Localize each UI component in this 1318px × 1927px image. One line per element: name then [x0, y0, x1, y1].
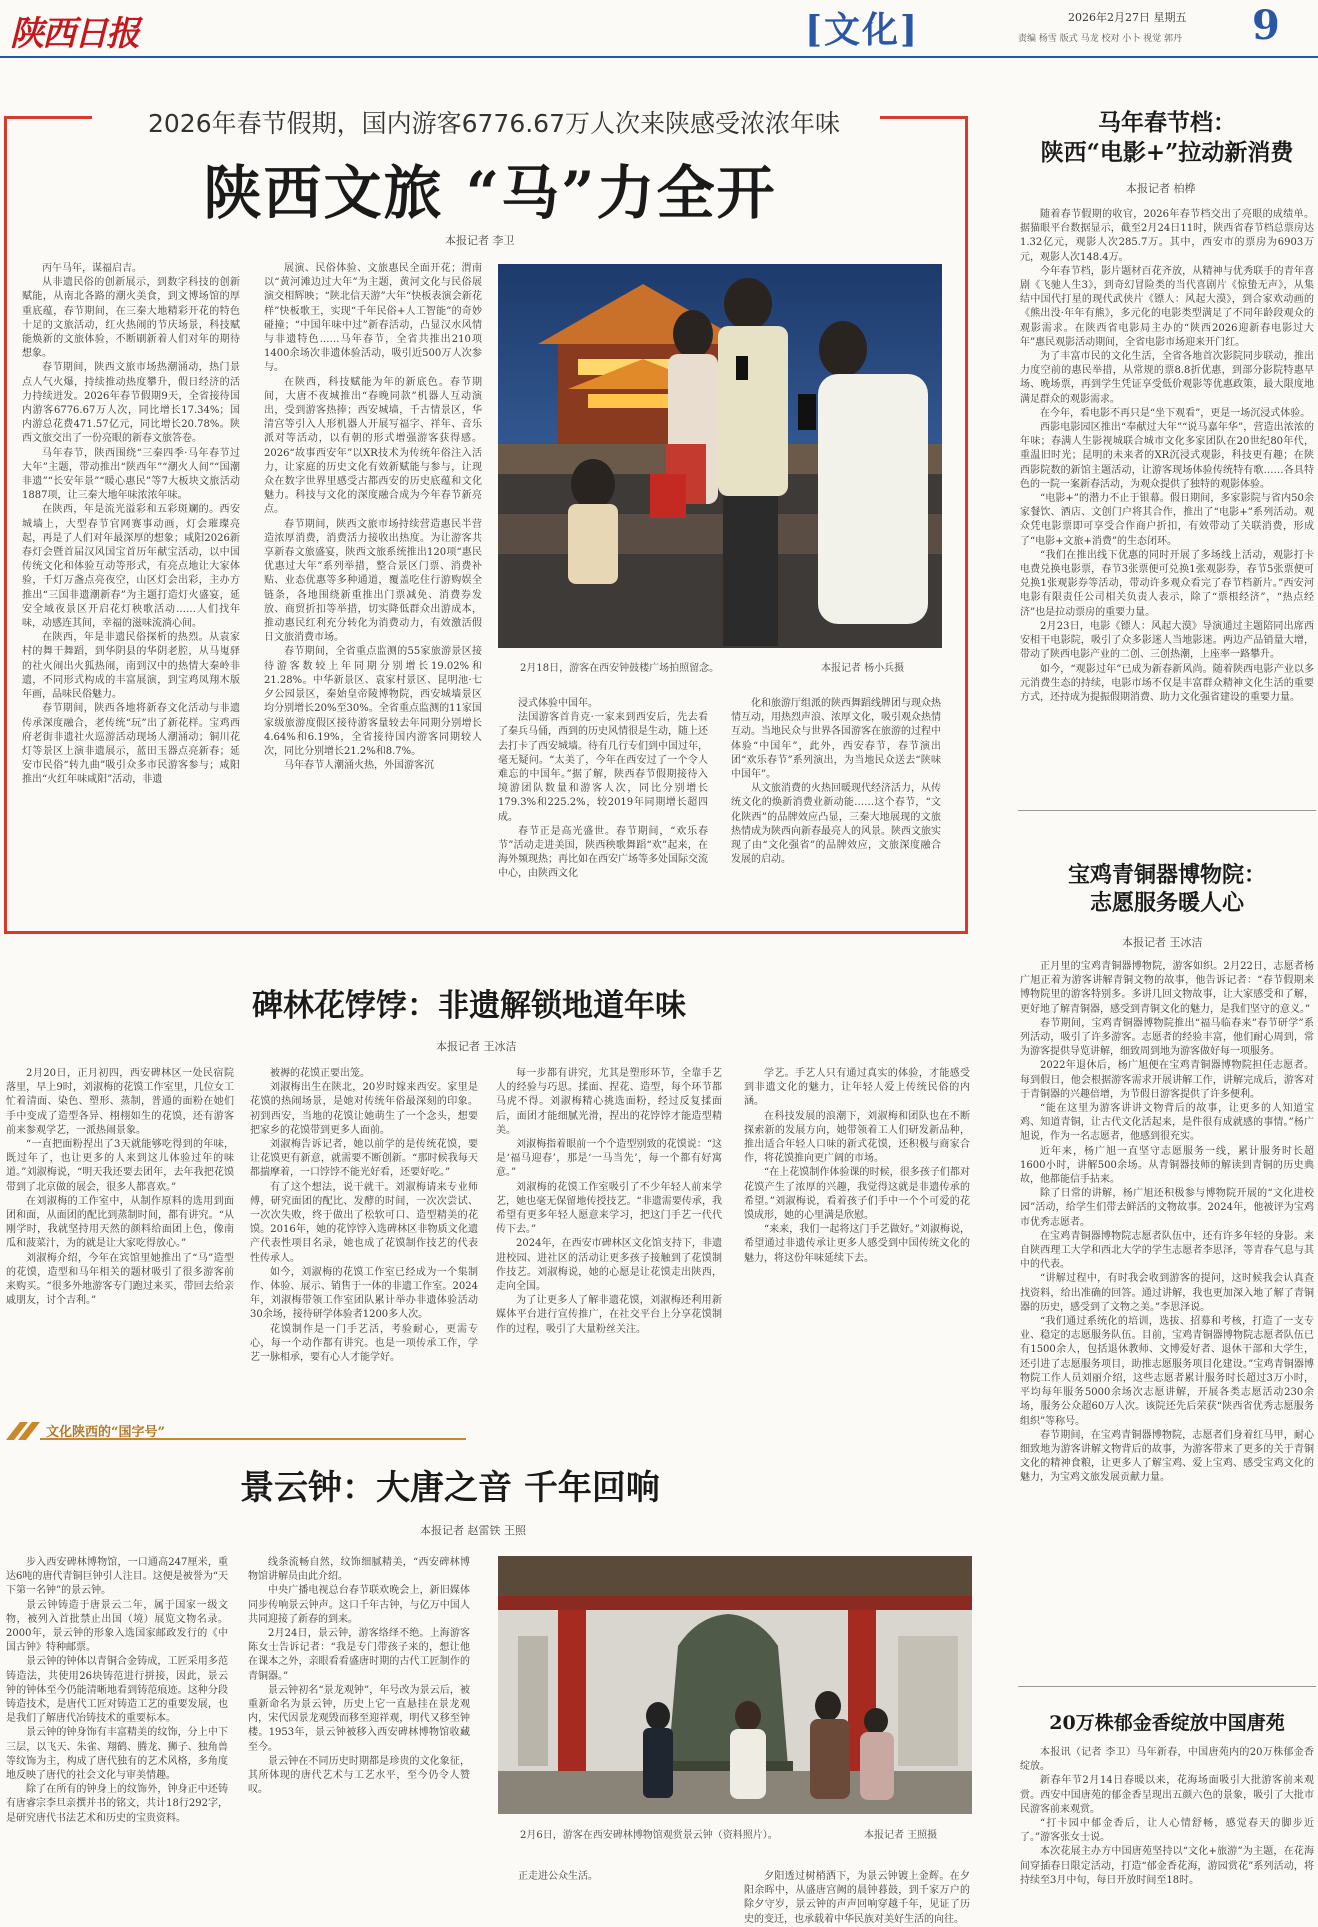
- lead-column-1: [22, 262, 240, 924]
- feature2-column-3a: [498, 1870, 718, 1914]
- paragraph: “打卡园中郁金香后，让人心情舒畅，感觉春天的脚步近了。”游客张女士说。: [1020, 1818, 1314, 1844]
- paragraph: 学艺。手艺人只有通过真实的体验，才能感受到非遗文化的魅力，让年轻人爱上传统民俗的内涵。: [744, 1068, 970, 1108]
- right2-headline-1: 宝鸡青铜器博物院：: [1067, 862, 1266, 888]
- right3-headline: 20万株郁金香绽放中国唐苑: [1049, 1712, 1285, 1734]
- paragraph: 景云钟在不同历史时期都是珍贵的文化象征，其所体现的唐代艺术与工艺水平，至今仍令人赞叹。: [248, 1755, 470, 1796]
- feature2-photo-credit: 本报记者 王照摄: [864, 1830, 938, 1841]
- paragraph: 本报讯（记者 李卫）马年新春，中国唐苑内的20万株郁金香绽放。: [1020, 1747, 1314, 1773]
- paragraph: 春节正是高光盛世。春节期间，“欢乐春节”活动走进美国，陕西秧歌舞蹈“欢”起来，在海外频现热；再比如在西安广场等多处国际交流中心，由陕西文化: [498, 825, 708, 880]
- right2-body: [1020, 960, 1314, 1655]
- paragraph: 刘淑梅的花馍工作室吸引了不少年轻人前来学艺，她也毫无保留地传授技艺。“非遗需要传承，我希望有更多年轻人愿意来学习，把这门手艺一代代传下去。”: [496, 1181, 722, 1236]
- paragraph: 法国游客首肯克·一家来到西安后，先去看了秦兵马俑，西到的历史风情很是生动，随上还去打卡了西安城墙。待有几行专们到中国过年，毫无疑问。“太美了，今年在西安过了一个令人难忘的中国年。”据了解，陕西春节假期接待入境游团队数量和游客人次，同比分别增长179.3%和225.2%，较2019年同期增长超四成。: [498, 712, 708, 823]
- feature2-photo-image: [498, 1556, 972, 1814]
- column-tag: [6, 1419, 466, 1441]
- paragraph: 夕阳透过树梢洒下，为景云钟镀上金辉。在夕阳余晖中，从盛唐宫阙的晨钟暮鼓，到千家万户的除夕守岁，景云钟的声声回响穿越千年，见证了历史的变迁，也承载着中华民族对美好生活的向往。: [744, 1871, 970, 1925]
- paragraph: 中央广播电视总台春节联欢晚会上，新旧媒体同步传响景云钟声。这口千年古钟，与亿万中国人共同迎接了新春的到来。: [248, 1585, 470, 1625]
- paragraph: 如今，刘淑梅的花馍工作室已经成为一个集制作、体验、展示、销售于一体的非遗工作室。2024年，刘淑梅带领工作室团队累计举办非遗体验活动30余场，接待研学体验者1200多人次。: [250, 1266, 478, 1321]
- paragraph: 近年来，杨广旭一直坚守志愿服务一线，累计服务时长超1600小时，讲解500余场。从青铜器技师的解读到青铜的历史典故，他都能信手拈来。: [1020, 1145, 1314, 1186]
- paragraph: “讲解过程中，有时我会收到游客的提问，这时候我会认真查找资料，给出准确的回答。通过讲解，我也更加深入地了解了青铜器的历史，感受到了文物之美。”李思泽说。: [1020, 1273, 1314, 1313]
- feature1-column-4: [744, 1067, 970, 1397]
- paragraph: 刘淑梅出生在陕北，20岁时嫁来西安。家里是花馍的热闹场景，是她对传统年俗最深刻的印象。初到西安，当地的花馍让她萌生了一个念头，想要把家乡的花馍带到更多人面前。: [250, 1082, 478, 1136]
- paragraph: 有了这个想法，说干就干。刘淑梅请来专业师傅，研究面团的配比、发酵的时间，一次次尝试、一次次失败，终于做出了松软可口、造型精美的花馍。2016年，她的花饽饽入选碑林区非物质文化遗产代表性项目名录，她也成了花馍制作技艺的代表性传承人。: [250, 1181, 478, 1264]
- right3-body: [1020, 1746, 1314, 1914]
- paragraph: 2月24日，景云钟，游客络绎不绝。上海游客陈女士告诉记者：“我是专门带孩子来的，想让他在课本之外，亲眼看看盛唐时期的古代工匠制作的青铜器。”: [248, 1628, 470, 1682]
- feature1-byline: 本报记者 王冰洁: [436, 1040, 517, 1053]
- paragraph: 春节期间，宝鸡青铜器博物院推出“福马临春来”春节研学”系列活动，吸引了许多游客。志愿者的经验丰富，他们耐心周到，常为游客提供导览讲解，细致周到地为游客做好每一项服务。: [1020, 1017, 1314, 1058]
- paragraph: 刘淑梅指着眼前一个个造型别致的花馍说：“这是‘福马迎春’，那是‘一马当先’，每一个都有好寓意。”: [496, 1139, 722, 1179]
- editor-credits: 责编 杨雪 版式 马龙 校对 小卜 视觉 郭丹: [1018, 34, 1183, 44]
- lead-column-2: [264, 262, 482, 924]
- paragraph: “我们在推出线下优惠的同时开展了多场线上活动，观影打卡电费兑换电影票，春节3张票便可兑换1张观影券，春节5张票便可兑换1张观影券等活动，带动许多观众看完了春节档新片。”西安河电影有限责任公司相关负责人表示，除了“票根经济”，“热点经济”也是拉动票房的重要力量。: [1020, 549, 1314, 618]
- paragraph: 正月里的宝鸡青铜器博物院，游客如织。2月22日，志愿者杨广旭正着为游客讲解青铜文物的故事，他告诉记者：“春节假期来博物院里的游客特别多。多讲几回文物故事，让大家感受和了解，更好地了解青铜器，感受到青铜文化的魅力，是我们坚守的意义。”: [1020, 961, 1314, 1015]
- right1-byline: 本报记者 柏桦: [1126, 182, 1196, 195]
- paragraph: 西影电影园区推出“奉献过大年”“说马嘉年华”，营造出浓浓的年味；春满人生影视城联合城市文化多家团队在20世纪80年代，重温旧时光；昆明的未来者的XR沉浸式观影，科技更有趣；在陕西影院数的新馆主题活动，让游客现场体验传统特有歌……各具特色的一院一案新春活动，为观众提供了独特的观影体验。: [1020, 422, 1314, 490]
- paragraph: 景云钟的钟身饰有丰富精美的纹饰，分上中下三层，以飞天、朱雀、翔鹤、腾龙、狮子、独角兽等纹饰为主，构成了唐代独有的艺术风格，多角度地反映了唐代的社会文化与审美情趣。: [6, 1727, 228, 1782]
- paragraph: “能在这里为游客讲讲文物背后的故事，让更多的人知道宝鸡、知道青铜，让古代文化活起来，是件很有成就感的事情。”杨广旭说，作为一名志愿者，他感到很充实。: [1020, 1103, 1314, 1143]
- paragraph: 在今年，看电影不再只是“坐下观看”，更是一场沉浸式体验。: [1040, 407, 1311, 419]
- paragraph: 2月23日，电影《镖人：风起大漠》导演通过主题陪同出席西安相干电影院，吸引了众多影迷人当地影迷。两边产品销量大增，带动了陕西电影产业的二创、三创热潮，上座率一路攀升。: [1020, 620, 1314, 661]
- lead-kicker: 2026年春节假期，国内游客6776.67万人次来陕感受浓浓年味: [147, 109, 840, 138]
- paragraph: 正走进公众生活。: [518, 1871, 598, 1882]
- right-divider-1: [1018, 810, 1316, 811]
- paragraph: 在科技发展的浪潮下，刘淑梅和团队也在不断探索新的发展方向，她带领着工人们研发新品种，推出适合年轻人口味的新式花馍，还积极与商家合作，将花馍推向更广阔的市场。: [744, 1110, 970, 1165]
- paragraph: 化和旅游厅组派的陕西舞蹈线牌团与现众热情互动，用热烈声浪、浓厚文化，吸引观众热情互动。当地民众与世界各国游客在旅游的过程中体验“中国年”，此外，西安春节，春节演出团“欢乐春节”系列演出，为当地民众送去“陕味中国年”。: [731, 698, 941, 781]
- feature1-column-3: [496, 1067, 722, 1397]
- paragraph: 马年春节人潮涌火热，外国游客沉: [284, 760, 434, 772]
- paragraph: “一直把面粉捏出了3天就能够吃得到的年味，既过年了，也让更多的人来到这儿体验过年的味道。”刘淑梅说，“明天我还要去团年，去年我把花馍带到了北京做的展会，很多人都喜欢。”: [6, 1139, 234, 1193]
- paragraph: 景云钟的钟体以青铜合金铸成，工匠采用多范铸造法，共使用26块铸范进行拼接，因此，景云钟的钟体至今仍能清晰地看到铸范痕迹。这种分段铸造技术，是唐代工匠对铸造工艺的重要发展，也是我们了解唐代冶铸技术的重要标本。: [6, 1656, 228, 1725]
- lead-photo: [498, 264, 942, 648]
- paragraph: 每一步都有讲究，尤其是塑形环节，全靠手艺人的经验与巧思。揉面、捏花、造型，每个环节都马虎不得。刘淑梅精心挑选面粉，经过反复揉面后，面团才能细腻光滑，捏出的花饽饽才能造型精美。: [496, 1068, 722, 1136]
- newspaper-logo: 陕西日报: [10, 14, 138, 54]
- frame-corner-left: [4, 116, 92, 119]
- paragraph: 步入西安碑林博物馆，一口通高247厘米，重达6吨的唐代青铜巨钟引人注目。这便是被誉为“天下第一名钟”的景云钟。: [6, 1557, 228, 1597]
- paragraph: 从非遗民俗的创新展示，到数字科技的创新赋能，从南北各路的潮火美食，到文博场馆的厚重底蕴，春节期间，在三秦大地精彩开花的特色十足的文旅活动，红火热闹的节庆场景，科技赋能焕新的文旅体验，不断刷新着人们对年的期待想象。: [22, 277, 240, 360]
- lead-photo-credit: 本报记者 杨小兵摄: [821, 663, 905, 674]
- lead-photo-caption: 2月18日，游客在西安钟鼓楼广场拍照留念。: [520, 663, 720, 674]
- paragraph: 线条流畅自然，纹饰细腻精美，“西安碑林博物馆讲解员由此介绍。: [248, 1557, 470, 1583]
- page-number: 9: [1252, 2, 1280, 49]
- paragraph: 春节期间，在宝鸡青铜器博物院，志愿者们身着红马甲，耐心细致地为游客讲解文物背后的故事，为游客带来了更多的关于青铜文化的精神食粮，让更多人了解宝鸡、爱上宝鸡、感受宝鸡文化的魅力，为宝鸡文旅发展贡献力量。: [1020, 1429, 1314, 1484]
- paragraph: “电影+”的潜力不止于银幕。假日期间，多家影院与省内50余家餐饮、酒店、文创门户将其合作，推出了“电影+”系列活动。观众凭电影票即可享受合作商户折扣，有效带动了关联消费，形成了“电影+文旅+消费”的生态闭环。: [1020, 493, 1314, 547]
- lead-photo-image: [498, 264, 942, 648]
- paragraph: 为了让更多人了解非遗花馍，刘淑梅还利用新媒体平台进行宣传推广，在社交平台上分享花馍制作的过程，吸引了大量粉丝关注。: [496, 1295, 722, 1335]
- paragraph: 在陕西，年是非遗民俗探析的热烈。从袁家村的舞干舞蹈，到华阴县的华阴老腔，从马嵬驿的社火闹出火狐热闹，南到汉中的热情大秦岭非遗，不同形式构成的丰富展演，到宝鸡凤翔木版年画，品味民俗魅力。: [22, 632, 240, 701]
- paragraph: 除了在所有的钟身上的纹饰外，钟身正中还铸有唐睿宗李旦亲撰并书的铭文，共计18行292字，是研究唐代书法艺术和历史的宝贵资料。: [6, 1784, 228, 1824]
- paragraph: 刘淑梅介绍，今年在宾馆里她推出了“马”造型的花馍，造型和马年相关的题材吸引了很多游客前来购买。“很多外地游客专门跑过来买，带回去给亲戚朋友，讨个吉利。”: [6, 1252, 234, 1307]
- paragraph: 花馍制作是一门手艺活，考验耐心，更需专心，每一个动作都有讲究。也是一项传承工作，学艺一脉相承，要有心人才能学好。: [250, 1323, 478, 1364]
- paragraph: 景云钟初名“景龙观钟”，年号改为景云后，被重新命名为景云钟，历史上它一直悬挂在景龙观内，宋代因景龙观毁而移至迎祥观，明代又移至钟楼。1953年，景云钟被移入西安碑林博物馆收藏至今。: [248, 1684, 470, 1753]
- paragraph: 2022年退休后，杨广旭便在宝鸡青铜器博物院担任志愿者。每到假日，他会根据游客需求开展讲解工作，讲解完成后，游客对于青铜器的兴趣倍增，为节假日游客提供了许多便利。: [1020, 1060, 1314, 1100]
- lead-headline: 陕西文旅 “马”力全开: [203, 159, 777, 227]
- section-title: [文化]: [805, 9, 920, 51]
- paragraph: 从文旅消费的火热回暖现代经济活力，从传统文化的焕新消费业新动能……这个春节，“文化陕西”的品牌效应凸显，三秦大地展现的文旅热情成为陕西向新春最亮人的风景。陕西文旅实现了由“文化强省”的品牌效应，文旅深度融合发展的启动。: [731, 783, 941, 866]
- feature1-column-2: [250, 1067, 478, 1397]
- paragraph: “我们通过系统化的培训，选拔、招募和考核，打造了一支专业、稳定的志愿服务队伍。目前，宝鸡青铜器博物院志愿者队伍已有1500余人，包括退休教师、文博爱好者、退休干部和大学生，还引进了志愿服务项目，助推志愿服务项目化建设。”宝鸡青铜器博物院工作人员刘丽介绍，这些志愿者累计服务时长超过3万小时，平均每年服务5000余场次志愿讲解，开展各类志愿活动230余场，服务公众超60万人次。该院还先后荣获“陕西省优秀志愿服务组织”等称号。: [1020, 1316, 1314, 1427]
- column-tag-label: 文化陕西的“国字号”: [46, 1425, 165, 1440]
- right-divider-2: [1018, 1686, 1316, 1687]
- paragraph: 随着春节假期的收官，2026年春节档交出了亮眼的成绩单。据猫眼平台数据显示，截至2月24日11时，陕西省春节档总票房达1.32亿元，观影人次285.7万。其中，西安市的票房为6903万元，观影人次148.4万。: [1020, 209, 1314, 263]
- paragraph: 展演、民俗体验、文旅惠民全面开花；渭南以“黄河滩边过大年”为主题，黄河文化与民俗展演交相辉映；“陕北信天游”大年“快板表演会新花样”快板歌王，实现“千年民俗+人工智能”的奇妙碰撞；“中国年味中过”新春活动，凸显汉水风情与非遗特色……马年春节，全省共推出210项1400余场次非遗体验活动，吸引近500万人次参与。: [264, 263, 482, 374]
- paragraph: 在宝鸡青铜器博物院志愿者队伍中，还有许多年轻的身影。来自陕西理工大学和西北大学的学生志愿者李思泽，等青春气息与其中的代表。: [1020, 1230, 1314, 1271]
- paragraph: “在上花馍制作体验课的时候，很多孩子们都对花馍产生了浓厚的兴趣，我觉得这就是非遗传承的希望。”刘淑梅说，看着孩子们手中一个个可爱的花馍成形，她的心里满是欣慰。: [744, 1167, 970, 1222]
- paragraph: 今年春节档，影片题材百花齐放，从精神与优秀联手的青年喜剧《飞驰人生3》，到奇幻冒险类的当代喜剧片《惊蛰无声》，从集结中国代打星的现代武侠片《镖人：风起大漠》，到合家欢动画的《熊出没·年年有熊》，多元化的电影类型满足了不同年龄段观众的观影需求。在陕西省电影局主办的“陕西2026迎新春电影过大年”惠民观影活动期间，全省电影市场迎来开门红。: [1020, 265, 1314, 348]
- issue-date: 2026年2月27日 星期五: [1068, 11, 1187, 24]
- paragraph: 马年春节，陕西围绕“三秦四季·马年春节过大年”主题，带动推出“陕西年”“潮火人间”“国潮非遗”“长安年景”“暖心惠民”等7大板块文旅活动1887项，让三秦大地年味浓浓年味。: [22, 447, 240, 502]
- feature2-photo-caption: 2月6日，游客在西安碑林博物馆观赏景云钟（资料照片）。: [520, 1830, 778, 1841]
- paragraph: 景云钟铸造于唐景云二年，属于国家一级文物，被列入首批禁止出国（境）展览文物名录。2000年，景云钟的形象入选国家邮政发行的《中国古钟》特种邮票。: [6, 1599, 228, 1654]
- feature2-headline: 景云钟：大唐之音 千年回响: [240, 1468, 660, 1508]
- feature1-headline: 碑林花饽饽：非遗解锁地道年味: [252, 988, 686, 1024]
- frame-corner-right: [880, 116, 968, 119]
- lead-column-4: [731, 697, 941, 925]
- paragraph: “来来，我们一起将这门手艺做好。”刘淑梅说，希望通过非遗传承让更多人感受到中国传统文化的魅力，将这份年味延续下去。: [744, 1224, 970, 1264]
- paragraph: 春节期间，陕西文旅市场热潮涌动，热门景点人气火爆，持续推动热度攀升，假日经济的活力持续迸发。2026年春节假期9天，全省接待国内游客6776.67万人次，同比增长17.34%；国内游总花费471.57亿元，同比增长20.78%。陕西文旅交出了一份亮眼的新春文旅答卷。: [22, 362, 240, 445]
- feature2-column-2: [248, 1556, 470, 1914]
- paragraph: 春节期间，陕西文旅市场持续营造惠民半营造浓厚消费，消费活力接收出热度。为让游客共享新春文旅盛宴，陕西文旅系统推出120项“惠民优惠过大年”系列举措，整合景区门票、消费补贴、业态优惠等多种通道，覆盖吃住行游购娱全链条，各地围绕新重推出门票减免、消费券发放、商贸折扣等举措，切实降低群众出游成本，推动惠民红利充分转化为消费动力，有效激活假日文旅消费市场。: [264, 518, 482, 644]
- feature2-column-1: [6, 1556, 228, 1914]
- paragraph: 丙午马年，谋福启吉。: [42, 263, 142, 274]
- paragraph: 新春年节2月14日春暖以来，花海场面吸引大批游客前来观赏。西安中国唐苑的郁金香呈现出五颜六色的景象，吸引了大批市民游客前来观赏。: [1020, 1775, 1314, 1815]
- right1-headline-2: 陕西“电影+”拉动新消费: [1040, 139, 1294, 166]
- paragraph: 被褥的花馍正要出笼。: [270, 1068, 370, 1079]
- feature2-byline: 本报记者 赵雷铁 王照: [420, 1524, 526, 1537]
- right2-headline-2: 志愿服务暖人心: [1089, 890, 1244, 916]
- masthead: [0, 0, 1318, 58]
- paragraph: 在陕西，科技赋能为年的新底色。春节期间，大唐不夜城推出“春晚同款”机器人互动演出，受到游客热捧；西安城墙，千古情景区，华清宫等引入人形机器人开展写福字、祥年、音乐派对等活动，以有朝的形式增强游客获得感。2026“故事西安年”以XR技术为传统年俗注入活力，让家庭的历史文化有效新赋能与参与，让现众在数字世界里感受古都西安的历史底蕴和文化魅力。科技与文化的深度融合成为今年春节新亮点。: [264, 376, 482, 516]
- paragraph: 春节期间，全省重点监测的55家旅游景区接待游客数较上年同期分别增长19.02%和21.28%。中华新景区、袁家村景区、昆明池·七夕公园景区，秦始皇帝陵博物院，西安城墙景区均分别增长20%至30%。全省重点监测的11家国家级旅游度假区接待游客量较去年同期分别增长4.64%和6.19%，全省接待国内游客同期较人次，同比分别增长21.2%和8.7%。: [264, 646, 482, 757]
- paragraph: 在刘淑梅的工作室中，从制作原料的选用到面团和面，从面团的配比到蒸制时间，都有讲究。“从刚学时，我就坚持用天然的颜料给面团上色，像南瓜和菠菜汁，为的就是让大家吃得放心。”: [6, 1195, 234, 1250]
- lead-byline: 本报记者 李卫: [445, 234, 515, 247]
- right1-headline-1: 马年春节档：: [1098, 109, 1236, 136]
- lead-column-3: [498, 697, 708, 925]
- right1-body: [1020, 208, 1314, 792]
- right2-byline: 本报记者 王冰洁: [1122, 936, 1203, 949]
- paragraph: 本次花展主办方中国唐苑坚持以“文化+旅游”为主题，在花海间穿插春日限定活动，打造“郁金香花海，游园赏花”系列活动，将持续至3月中旬，每日开放时间至18时。: [1020, 1846, 1314, 1886]
- paragraph: 除了日常的讲解，杨广旭还积极参与博物院开展的“文化进校园”活动，给学生们带去鲜活的文物故事。2024年，他被评为宝鸡市优秀志愿者。: [1020, 1188, 1314, 1228]
- paragraph: 为了丰富市民的文化生活，全省各地首次影院同步联动，推出力度空前的惠民举措，从常规的票8.8折优惠，到部分影院特惠早场、晚场票，再到学生凭证享受低价观影等优惠政策，最大限度地满足群众的观影需求。: [1020, 351, 1314, 405]
- paragraph: 如今，“观影过年”已成为新春新风尚。随着陕西电影产业以多元消费生态的持续，电影市场不仅是丰富群众精神文化生活的重要方式，还持成为提振假期消费、助力文化强省建设的重要力量。: [1020, 663, 1314, 703]
- paragraph: 浸式体验中国年。: [518, 698, 598, 709]
- paragraph: 在陕西，年是流光溢彩和五彩斑斓的。西安城墙上，大型春节官网赛事动画，灯会璀璨亮起，再是了人们对年最深厚的想象；咸阳2026新春灯会暨首届汉风国宝首历年献宝活动，以中国传统文化和体验互动等形式，有亮点地让大家体验，千灯万盏点亮夜空，山区灯会出彩，主办方推出“三国非遗潮新春”为主题打造灯火盛宴，延安全域夜景区开启花灯秧歌活动……人们找年味，动感连其间，幸福的滋味流淌心间。: [22, 504, 240, 630]
- paragraph: 2024年，在西安市碑林区文化馆支持下，非遗进校园、进社区的活动让更多孩子接触到了花馍制作技艺。刘淑梅说，她的心愿是让花馍走出陕西，走向全国。: [496, 1238, 722, 1293]
- feature1-column-1: [6, 1067, 234, 1397]
- paragraph: 春节期间，陕西各地将新春文化活动与非遗传承深度融合，老传统“玩”出了新花样。宝鸡西府老街非遗社火巡游活动现场人潮涌动；铜川花灯等景区上演非遗展示，蓝田玉器点亮新春；延安市民俗“转九曲”吸引众多市民游客参与；咸阳推出“火红年味咸阳”活动，非遗: [22, 703, 240, 786]
- paragraph: 刘淑梅告诉记者，她以前学的是传统花馍，要让花馍更有新意，就需要不断创新。“那时候我每天都揣摩着，一口饽饽不能光好看，还要好吃。”: [250, 1139, 478, 1179]
- paragraph: 2月20日，正月初四，西安碑林区一处民宿院落里，早上9时，刘淑梅的花馍工作室里，几位女工忙着清面、染色、塑形、蒸制，普通的面粉在她们手中变成了造型各异、栩栩如生的花馍，还有游客前来参观学艺，一派热闹景象。: [6, 1068, 234, 1136]
- feature2-photo: [498, 1556, 972, 1814]
- feature2-column-3b: [744, 1870, 970, 1925]
